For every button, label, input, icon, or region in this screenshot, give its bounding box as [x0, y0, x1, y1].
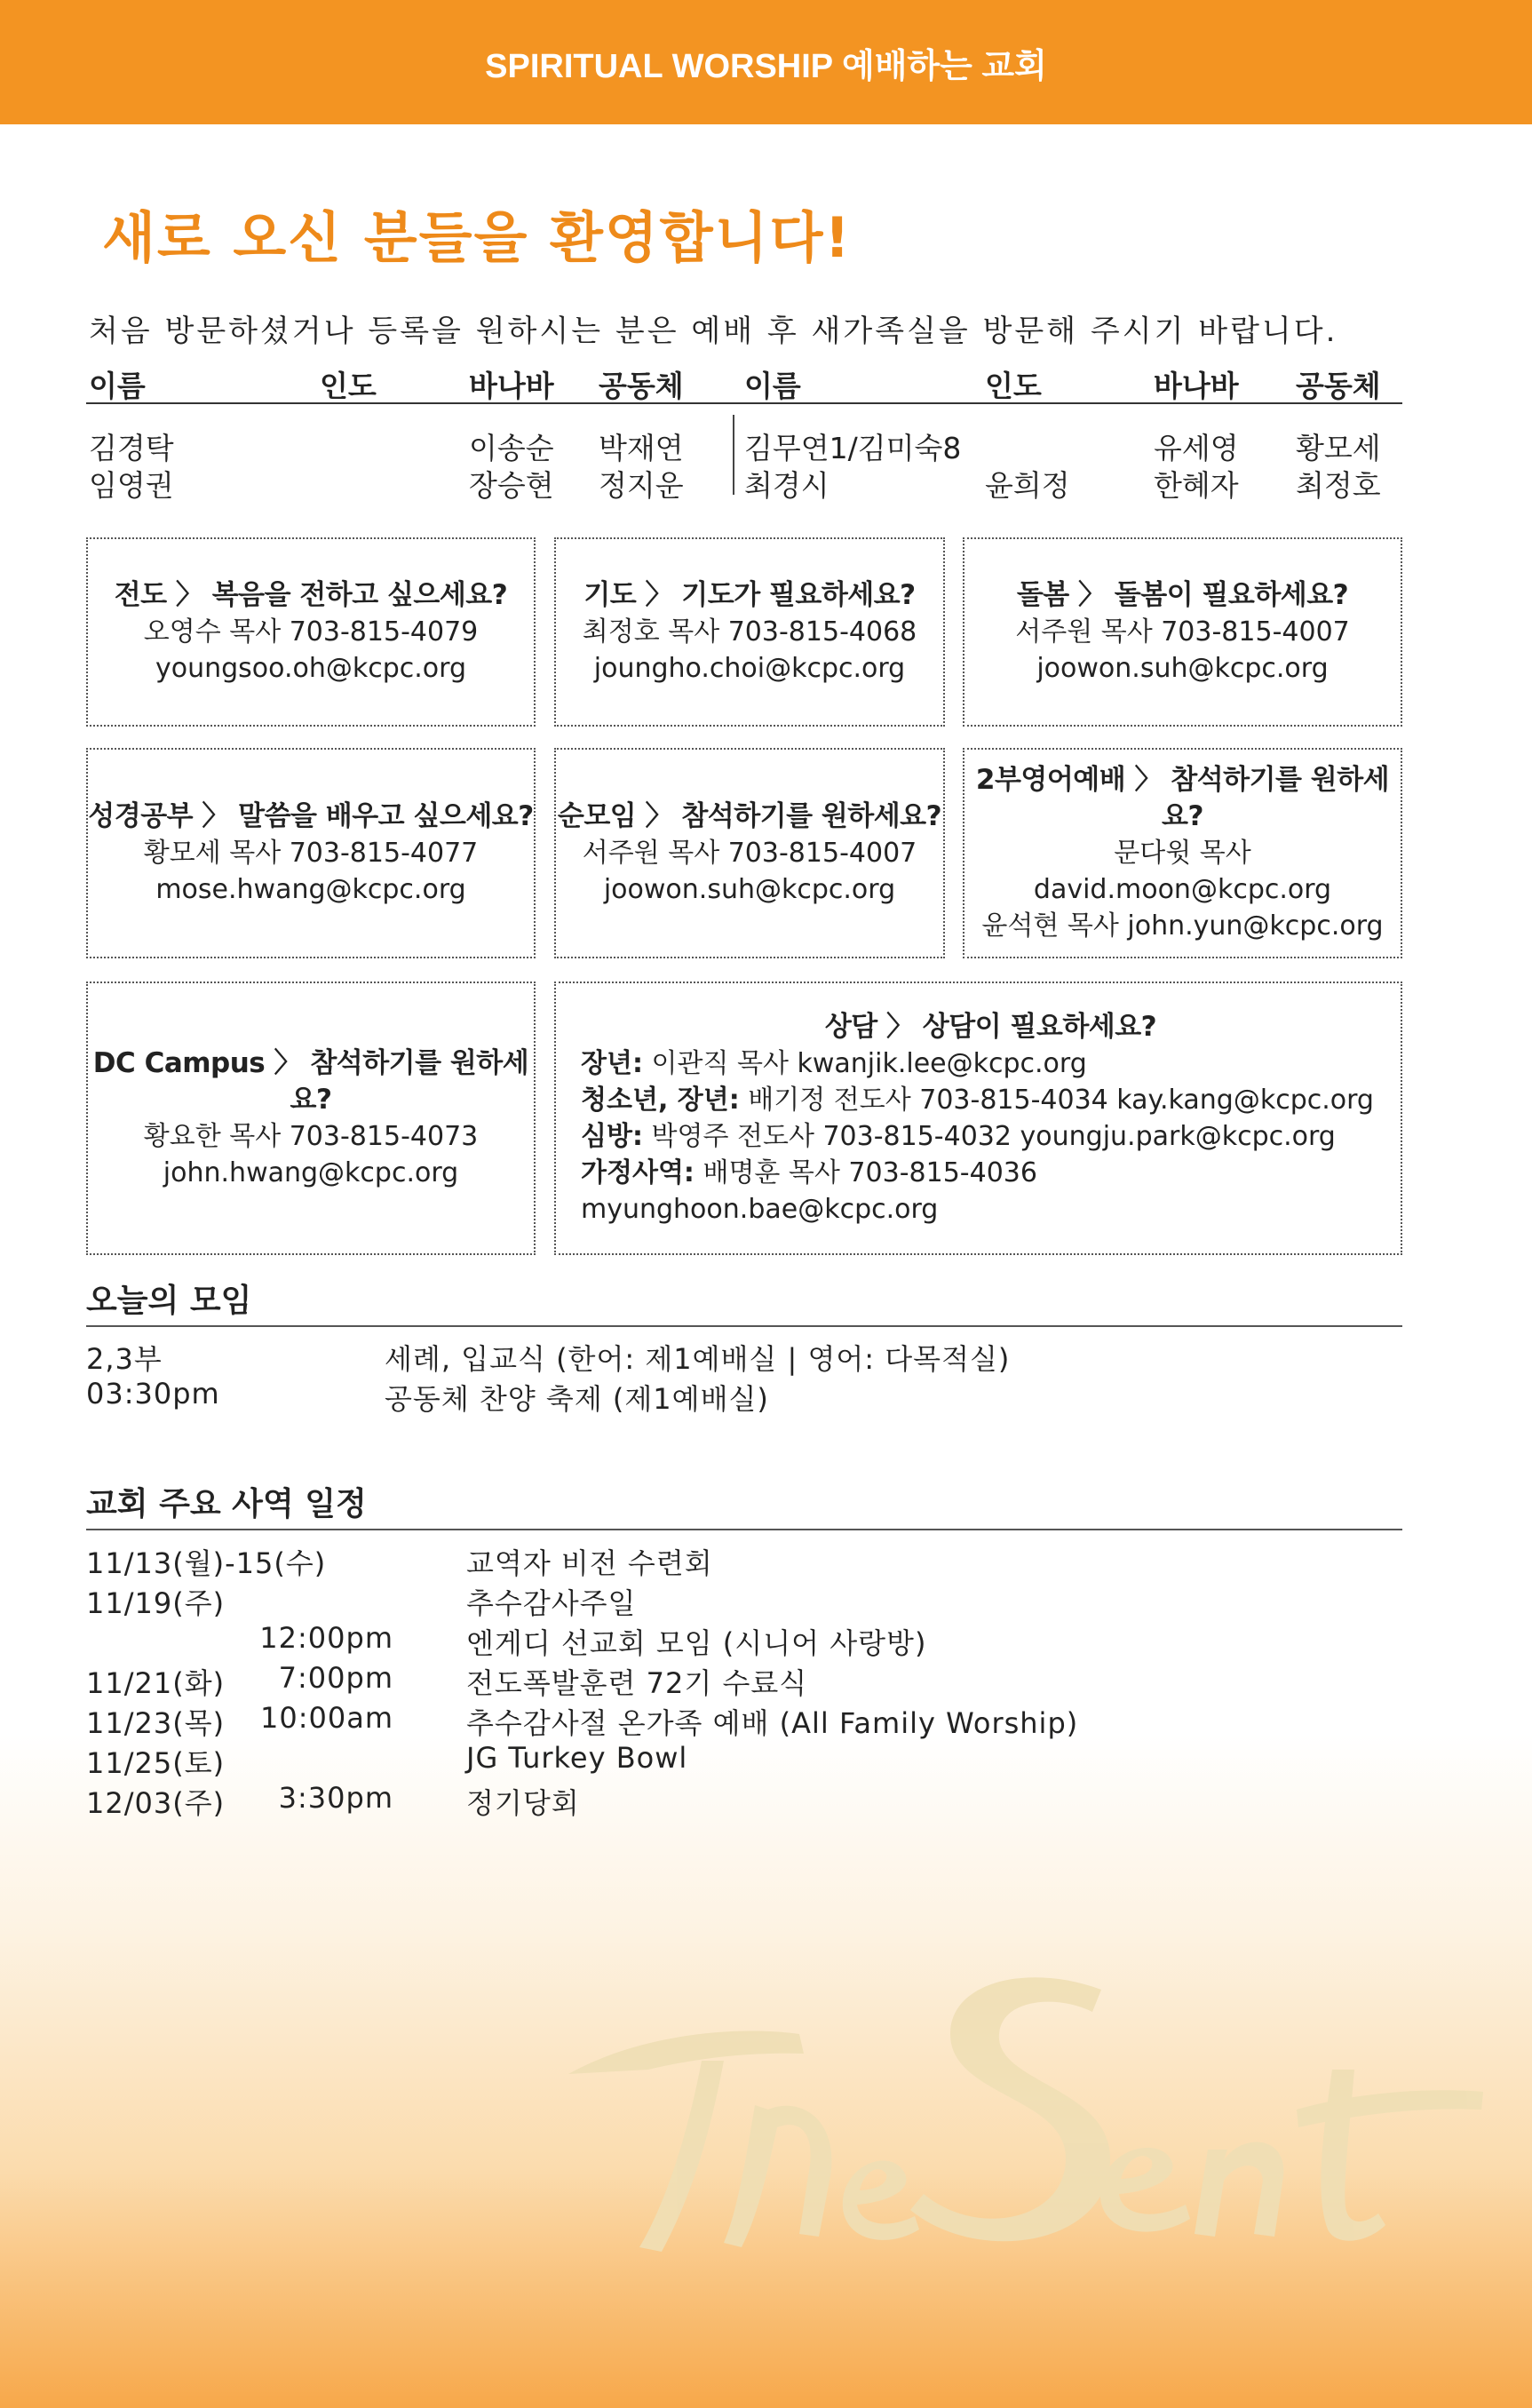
counsel-label: 장년: [581, 1048, 643, 1079]
schedule-date: 11/13(월)-15(수) [86, 1546, 327, 1580]
cell: 윤희정 [985, 468, 1070, 503]
contact-line: 윤석현 목사 john.yun@kcpc.org [981, 910, 1384, 942]
header-banner: SPIRITUAL WORSHIP 예배하는 교회 [0, 0, 1532, 124]
contact-box-counseling [554, 981, 1402, 1255]
contact-heading: 성경공부 〉 말씀을 배우고 싶으세요? [88, 800, 534, 832]
new-members-table [86, 360, 1402, 503]
welcome-title: 새로 오신 분들을 환영합니다! [102, 205, 852, 270]
counsel-item [581, 1082, 1374, 1118]
today-when: 2,3부 [86, 1342, 163, 1376]
schedule-title: 교회 주요 사역 일정 [86, 1486, 367, 1522]
counsel-item [581, 1155, 1401, 1228]
col-name: 이름 [89, 369, 146, 403]
schedule-event: 정기당회 [466, 1786, 580, 1820]
cell: 유세영 [1154, 431, 1239, 465]
contact-box-evangelism [86, 537, 536, 727]
counsel-text: 박영주 전도사 703-815-4032 youngju.park@kcpc.org [642, 1121, 1336, 1152]
schedule-date: 12/03(주) [86, 1786, 226, 1820]
contact-heading: 기도 〉 기도가 필요하세요? [583, 579, 916, 611]
counsel-text: 이관직 목사 kwanjik.lee@kcpc.org [642, 1048, 1087, 1079]
new-members-header [86, 360, 1402, 404]
contact-box-bible-study [86, 748, 536, 958]
cell: 정지운 [599, 468, 684, 503]
contact-heading: 2부영어예배 〉 참석하기를 원하세요? [975, 764, 1390, 832]
col-community: 공동체 [1296, 369, 1381, 403]
schedule-date: 11/21(화) [86, 1666, 226, 1700]
col-guide: 인도 [320, 369, 377, 403]
schedule-time: 7:00pm [278, 1661, 393, 1695]
counsel-label: 심방: [581, 1121, 643, 1152]
today-what: 공동체 찬양 축제 (제1예배실) [385, 1382, 769, 1416]
contact-heading: 전도 〉 복음을 전하고 싶으세요? [114, 579, 508, 611]
cell: 한혜자 [1154, 468, 1239, 503]
contact-line: 문다윗 목사 david.moon@kcpc.org [1033, 838, 1332, 905]
table-row [86, 459, 1402, 503]
schedule-event: 전도폭발훈련 72기 수료식 [466, 1666, 808, 1700]
counsel-label: 가정사역: [581, 1157, 695, 1188]
contact-box-care [963, 537, 1402, 727]
contact-heading: 순모임 〉 참석하기를 원하세요? [557, 800, 942, 832]
col-community: 공동체 [599, 369, 684, 403]
schedule-event: 교역자 비전 수련회 [466, 1546, 713, 1580]
schedule-time: 3:30pm [278, 1781, 393, 1815]
schedule-time: 12:00pm [259, 1621, 393, 1655]
today-when: 03:30pm [86, 1377, 220, 1411]
cell: 박재연 [599, 431, 684, 465]
section-divider [86, 1325, 1402, 1327]
column-divider [733, 415, 734, 495]
cell: 최경시 [744, 468, 830, 503]
schedule-date: 11/23(목) [86, 1706, 226, 1740]
cell: 이송순 [469, 431, 554, 465]
contact-box-dc-campus [86, 981, 536, 1255]
contact-phone: 황모세 목사 703-815-4077 [143, 838, 479, 869]
today-what: 세례, 입교식 (한어: 제1예배실 | 영어: 다목적실) [385, 1342, 1011, 1376]
cell: 황모세 [1296, 431, 1381, 465]
section-divider [86, 1529, 1402, 1530]
col-guide: 인도 [985, 369, 1042, 403]
counsel-text: 배기정 전도사 703-815-4034 kay.kang@kcpc.org [739, 1085, 1374, 1116]
contact-box-prayer [554, 537, 945, 727]
contact-email[interactable]: joowon.suh@kcpc.org [603, 874, 896, 905]
schedule-date: 11/25(토) [86, 1746, 226, 1780]
contact-phone: 오영수 목사 703-815-4079 [143, 616, 479, 648]
table-row [86, 422, 1402, 465]
schedule-event: 추수감사주일 [466, 1586, 637, 1620]
contact-box-soon-meeting [554, 748, 945, 958]
contact-email[interactable]: joungho.choi@kcpc.org [593, 653, 906, 684]
schedule-event: JG Turkey Bowl [466, 1741, 688, 1775]
cell: 최정호 [1296, 468, 1381, 503]
contact-box-english-service [963, 748, 1402, 958]
col-barnabas: 바나바 [1154, 369, 1239, 403]
col-name: 이름 [744, 369, 801, 403]
schedule-time: 10:00am [260, 1701, 393, 1735]
counsel-item [581, 1118, 1336, 1155]
contact-phone: 서주원 목사 703-815-4007 [582, 838, 917, 869]
cell: 김무연1/김미숙8 [744, 431, 962, 465]
welcome-intro: 처음 방문하셨거나 등록을 원하시는 분은 예배 후 새가족실을 방문해 주시기 바랍니다. [89, 314, 1338, 349]
counsel-text: 배명훈 목사 703-815-4036 myunghoon.bae@kcpc.org [581, 1157, 1037, 1225]
schedule-date: 11/19(주) [86, 1586, 226, 1620]
contact-phone: 최정호 목사 703-815-4068 [582, 616, 917, 648]
contact-phone: 서주원 목사 703-815-4007 [1015, 616, 1350, 648]
contact-email[interactable]: youngsoo.oh@kcpc.org [155, 653, 467, 684]
col-barnabas: 바나바 [469, 369, 554, 403]
contact-email[interactable]: mose.hwang@kcpc.org [155, 874, 466, 905]
contact-heading: DC Campus 〉 참석하기를 원하세요? [92, 1047, 529, 1116]
counsel-label: 청소년, 장년: [581, 1085, 740, 1116]
cell: 임영권 [89, 468, 174, 503]
today-title: 오늘의 모임 [86, 1283, 252, 1319]
contact-heading: 돌봄 〉 돌봄이 필요하세요? [1016, 579, 1349, 611]
contact-email[interactable]: john.hwang@kcpc.org [163, 1157, 459, 1188]
schedule-event: 추수감사절 온가족 예배 (All Family Worship) [466, 1706, 1079, 1740]
schedule-event: 엔게디 선교회 모임 (시니어 사랑방) [466, 1626, 927, 1660]
contact-email[interactable]: joowon.suh@kcpc.org [1036, 653, 1329, 684]
contact-phone: 황요한 목사 703-815-4073 [143, 1121, 479, 1152]
counsel-item [581, 1045, 1087, 1082]
cell: 김경탁 [89, 431, 174, 465]
cell: 장승현 [469, 468, 554, 503]
the-sent-watermark-logo [533, 1927, 1492, 2318]
contact-heading: 상담 〉 상담이 필요하세요? [824, 1011, 1157, 1043]
